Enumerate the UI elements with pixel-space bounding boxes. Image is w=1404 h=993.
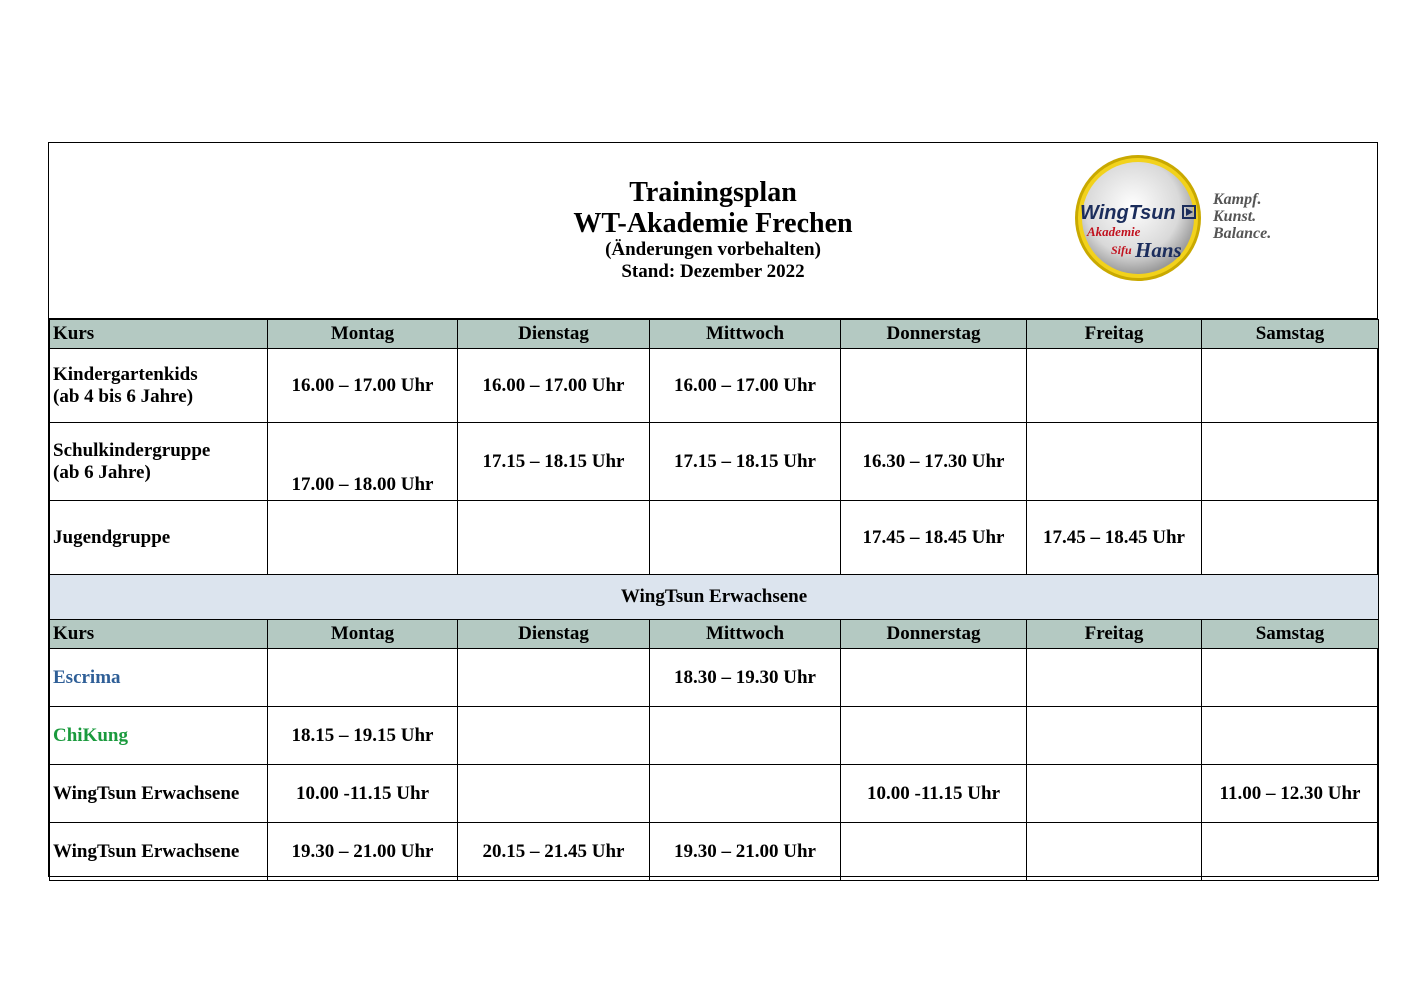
schedule-frame bbox=[48, 142, 1378, 877]
time-cell bbox=[841, 349, 1027, 423]
table-row bbox=[50, 765, 1379, 823]
logo-brand: WingTsun bbox=[1080, 202, 1176, 224]
slogan-line: Balance. bbox=[1213, 225, 1272, 242]
time-cell bbox=[458, 765, 650, 823]
course-name bbox=[50, 349, 268, 423]
time-cell bbox=[268, 649, 458, 707]
time-cell bbox=[1027, 423, 1202, 501]
course-name: WingTsun Erwachsene bbox=[50, 823, 268, 881]
time-cell bbox=[268, 501, 458, 575]
section-row bbox=[50, 575, 1379, 620]
course-name-line: Schulkindergruppe bbox=[53, 439, 211, 461]
col-header-samstag: Samstag bbox=[1202, 620, 1379, 649]
col-header-kurs: Kurs bbox=[50, 620, 268, 649]
course-name: ChiKung bbox=[50, 707, 268, 765]
page-subtitle: WT-Akademie Frechen bbox=[573, 208, 853, 239]
time-cell: 17.00 – 18.00 Uhr bbox=[268, 423, 458, 501]
logo-sifu: Sifu bbox=[1111, 243, 1132, 257]
table-row bbox=[50, 823, 1379, 881]
col-header-montag: Montag bbox=[268, 320, 458, 349]
time-cell bbox=[841, 823, 1027, 881]
col-header-montag: Montag bbox=[268, 620, 458, 649]
changes-note: (Änderungen vorbehalten) bbox=[605, 239, 821, 260]
time-cell: 10.00 -11.15 Uhr bbox=[841, 765, 1027, 823]
time-cell: 16.00 – 17.00 Uhr bbox=[268, 349, 458, 423]
title-block bbox=[473, 177, 953, 283]
header-row bbox=[50, 620, 1379, 649]
stand-date: Stand: Dezember 2022 bbox=[621, 261, 805, 282]
time-cell: 16.00 – 17.00 Uhr bbox=[458, 349, 650, 423]
slogan-line: Kunst. bbox=[1213, 208, 1257, 225]
time-cell: 16.30 – 17.30 Uhr bbox=[841, 423, 1027, 501]
col-header-kurs: Kurs bbox=[50, 320, 268, 349]
time-cell bbox=[1202, 823, 1379, 881]
logo-akademie: Akademie bbox=[1087, 224, 1141, 239]
time-cell: 17.15 – 18.15 Uhr bbox=[650, 423, 841, 501]
col-header-samstag: Samstag bbox=[1202, 320, 1379, 349]
time-cell bbox=[841, 649, 1027, 707]
col-header-dienstag: Dienstag bbox=[458, 320, 650, 349]
time-cell bbox=[1202, 649, 1379, 707]
logo-name: Hans bbox=[1135, 238, 1182, 262]
time-cell bbox=[458, 501, 650, 575]
time-cell bbox=[841, 707, 1027, 765]
time-cell: 19.30 – 21.00 Uhr bbox=[268, 823, 458, 881]
time-cell bbox=[1027, 349, 1202, 423]
col-header-mittwoch: Mittwoch bbox=[650, 620, 841, 649]
slogan bbox=[1213, 191, 1271, 242]
time-cell: 18.15 – 19.15 Uhr bbox=[268, 707, 458, 765]
course-name bbox=[50, 501, 268, 575]
col-header-donnerstag: Donnerstag bbox=[841, 620, 1027, 649]
time-cell bbox=[1202, 349, 1379, 423]
table-row bbox=[50, 423, 1379, 501]
col-header-mittwoch: Mittwoch bbox=[650, 320, 841, 349]
time-cell bbox=[1027, 649, 1202, 707]
time-cell: 11.00 – 12.30 Uhr bbox=[1202, 765, 1379, 823]
time-cell bbox=[1027, 707, 1202, 765]
course-name-line: Kindergartenkids bbox=[53, 363, 198, 385]
col-header-dienstag: Dienstag bbox=[458, 620, 650, 649]
slogan-line: Kampf. bbox=[1213, 191, 1262, 208]
course-name-line: Jugendgruppe bbox=[53, 526, 171, 548]
time-cell bbox=[1202, 501, 1379, 575]
course-name: Escrima bbox=[50, 649, 268, 707]
schedule-table bbox=[49, 319, 1379, 881]
section-title: WingTsun Erwachsene bbox=[50, 575, 1379, 620]
time-cell bbox=[458, 707, 650, 765]
time-cell bbox=[458, 649, 650, 707]
course-age-line: (ab 4 bis 6 Jahre) bbox=[53, 385, 194, 407]
header-row bbox=[50, 320, 1379, 349]
header bbox=[49, 143, 1377, 319]
time-cell: 10.00 -11.15 Uhr bbox=[268, 765, 458, 823]
col-header-donnerstag: Donnerstag bbox=[841, 320, 1027, 349]
course-name: WingTsun Erwachsene bbox=[50, 765, 268, 823]
time-cell: 17.15 – 18.15 Uhr bbox=[458, 423, 650, 501]
course-age-line: (ab 6 Jahre) bbox=[53, 461, 151, 483]
course-name bbox=[50, 423, 268, 501]
table-row bbox=[50, 501, 1379, 575]
time-cell: 18.30 – 19.30 Uhr bbox=[650, 649, 841, 707]
wingtsun-logo bbox=[1073, 153, 1203, 283]
time-cell: 16.00 – 17.00 Uhr bbox=[650, 349, 841, 423]
time-cell bbox=[1027, 765, 1202, 823]
time-cell bbox=[650, 501, 841, 575]
time-cell bbox=[650, 765, 841, 823]
time-cell: 17.45 – 18.45 Uhr bbox=[841, 501, 1027, 575]
col-header-freitag: Freitag bbox=[1027, 620, 1202, 649]
time-cell: 19.30 – 21.00 Uhr bbox=[650, 823, 841, 881]
time-cell bbox=[650, 707, 841, 765]
time-cell bbox=[1202, 423, 1379, 501]
table-row bbox=[50, 349, 1379, 423]
col-header-freitag: Freitag bbox=[1027, 320, 1202, 349]
page-title: Trainingsplan bbox=[629, 177, 797, 208]
table-row bbox=[50, 649, 1379, 707]
time-cell bbox=[1202, 707, 1379, 765]
table-row bbox=[50, 707, 1379, 765]
time-cell: 17.45 – 18.45 Uhr bbox=[1027, 501, 1202, 575]
time-cell: 20.15 – 21.45 Uhr bbox=[458, 823, 650, 881]
time-cell bbox=[1027, 823, 1202, 881]
